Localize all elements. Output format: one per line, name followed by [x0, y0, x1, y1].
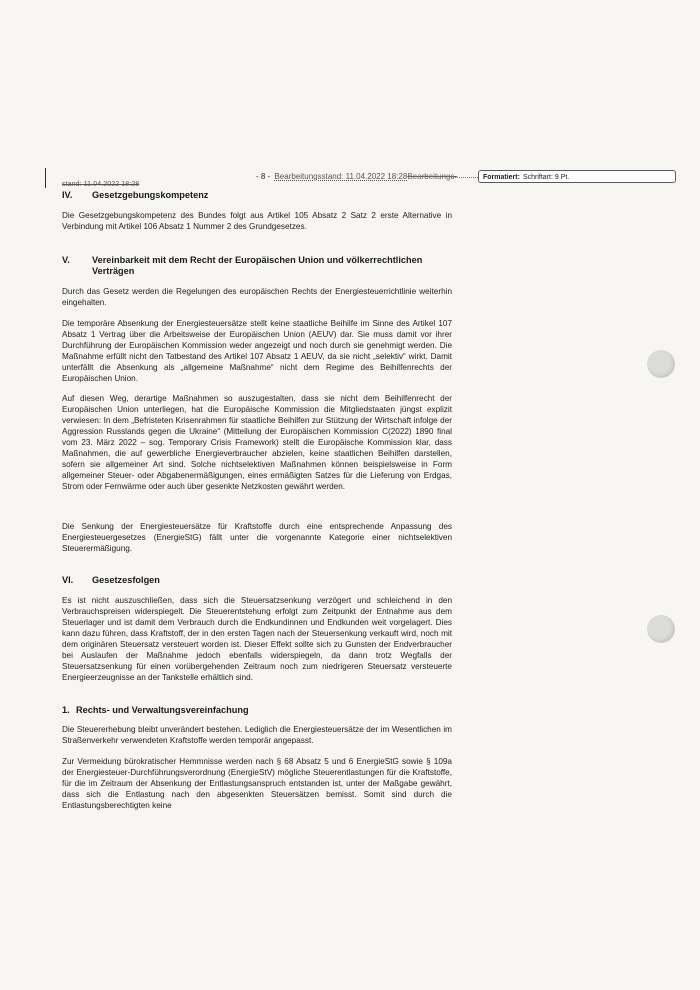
- paragraph: Die Senkung der Energiesteuersätze für Kraftstoffe durch eine entsprechende Anpassung des Energiesteuergesetzes (EnergieStG) fällt unter die vorgenannte Kategorie einer nichtselektiven Steuerermäßigung.: [62, 522, 452, 553]
- section-number: 1.: [62, 705, 70, 715]
- format-comment-balloon[interactable]: [478, 170, 676, 183]
- paragraph: Die Steuererhebung bleibt unverändert bestehen. Lediglich die Energiesteuersätze der im Wesentlichen im Straßenverkehr verwendeten Kraftstoffe werden temporär angepasst.: [62, 725, 452, 745]
- paragraph: Die Gesetzgebungskompetenz des Bundes folgt aus Artikel 105 Absatz 2 Satz 2 erste Alternative in Verbindung mit Artikel 106 Absatz 1 Nummer 2 des Grundgesetzes.: [62, 211, 452, 231]
- section-title: Gesetzesfolgen: [92, 575, 160, 585]
- section-number: VI.: [62, 575, 74, 585]
- paragraph: Zur Vermeidung bürokratischer Hemmnisse werden nach § 68 Absatz 5 und 6 EnergieStG sowie § 109a der Energiesteuer-Durchführungsverordnung (EnergieStV) mögliche Steuerentlastungen für die Kraftstoffe, für die im Zeitraum der Absenkung der Entlastungsanspruch entstanden ist, unter der Maßgabe gewährt, dass sich die Entlastung nach den abgesenkten Steuersätzen bemisst. Somit sind durch die Entlastungsberechtigten keine: [62, 757, 452, 810]
- section-title: Vereinbarkeit mit dem Recht der Europäischen Union und völkerrechtlichen Verträgen: [92, 255, 423, 277]
- subsection-heading-1: [62, 705, 249, 716]
- page-number: - 8 -: [256, 172, 271, 181]
- change-bar: [45, 168, 46, 188]
- inserted-bearbeitungsstand: Bearbeitungsstand: 11.04.2022 18:28: [274, 172, 408, 181]
- section-title: Gesetzgebungskompetenz: [92, 190, 209, 200]
- section-number: V.: [62, 255, 70, 265]
- paragraph: Durch das Gesetz werden die Regelungen des europäischen Rechts der Energiesteuerrichtlinie weiterhin eingehalten.: [62, 287, 452, 307]
- comment-connector: [451, 177, 478, 178]
- deleted-bearbeitungs: Bearbeitungs-: [407, 172, 458, 181]
- comment-text: Schriftart: 9 Pt.: [522, 174, 570, 181]
- paragraph: Die temporäre Absenkung der Energiesteuersätze stellt keine staatliche Beihilfe im Sinne des Artikel 107 Absatz 1 Vertrag über die Arbeitsweise der Europäischen Union (AEUV) dar. Sie muss damit vor ihrer Durchführung der Europäischen Kommission weder angezeigt und noch durch sie genehmigt werden. Die Maßnahme erfüllt nicht den Tatbestand des Artikel 107 Absatz 1 AEUV, da sie nicht „selektiv“ wirkt. Damit unterfällt die Absenkung als „allgemeine Maßnahme“ nicht dem Regime des Beihilfenrechts der Europäischen Union.: [62, 319, 452, 383]
- paragraph: Auf diesen Weg, derartige Maßnahmen so auszugestalten, dass sie nicht dem Beihilfenrecht der Europäischen Union unterliegen, hat die Europäische Kommission die Mitgliedstaaten jüngst explizit verwiesen: In dem „Befristeten Krisenrahmen für staatliche Beihilfen zur Stützung der Wirtschaft infolge der Aggression Russlands gegen die Ukraine“ (Mitteilung der Europäischen Kommission C(2022) 1890 final vom 23. März 2022 – sog. Temporary Crisis Framework) stellt die Europäische Kommission klar, dass Maßnahmen, die auf gewerbliche Energieverbraucher abzielen, keine staatlichen Beihilfen darstellen, sofern sie allgemeiner Art sind. Solche nichtselektiven Maßnahmen können beispielsweise in Form allgemeiner Steuer- oder Abgabenermäßigungen, eines ermäßigten Satzes für die Lieferung von Erdgas, Strom oder Fernwärme oder auch über gesenkte Netzkosten gewährt werden.: [62, 394, 452, 491]
- section-heading-iv: [62, 190, 208, 201]
- comment-label: Formatiert:: [483, 174, 520, 181]
- page-header: [256, 172, 457, 181]
- section-number: IV.: [62, 190, 73, 200]
- paragraph: Es ist nicht auszuschließen, dass sich die Steuersatzsenkung verzögert und schleichend in den Verbrauchspreisen widerspiegelt. Die Steuerentstehung erfolgt zum Zeitpunkt der Entnahme aus dem Steuerlager und ist damit dem Verbrauch durch die Endkundinnen und Endkunden weit vorgelagert. Dies kann dazu führen, dass Kraftstoff, der in den ersten Tagen nach der Steuersenkung verkauft wird, noch mit dem originären Steuersatz versteuert worden ist. Dieser Effekt sollte sich zu Gunsten der Endverbraucher bei Auslaufen der Maßnahme jedoch ebenfalls widerspiegeln, da dann trotz Wegfalls der Steuersatzsenkung für einen vorübergehenden Zeitraum noch zum niedrigeren Steuersatz versteuerte Energieerzeugnisse an der Tankstelle erhältlich sind.: [62, 596, 452, 682]
- deleted-stand-text: stand: 11.04.2022 18:28: [62, 181, 140, 188]
- section-title: Rechts- und Verwaltungsvereinfachung: [76, 705, 249, 715]
- punch-hole-upper: [647, 350, 675, 378]
- punch-hole-lower: [647, 615, 675, 643]
- section-heading-vi: [62, 575, 160, 586]
